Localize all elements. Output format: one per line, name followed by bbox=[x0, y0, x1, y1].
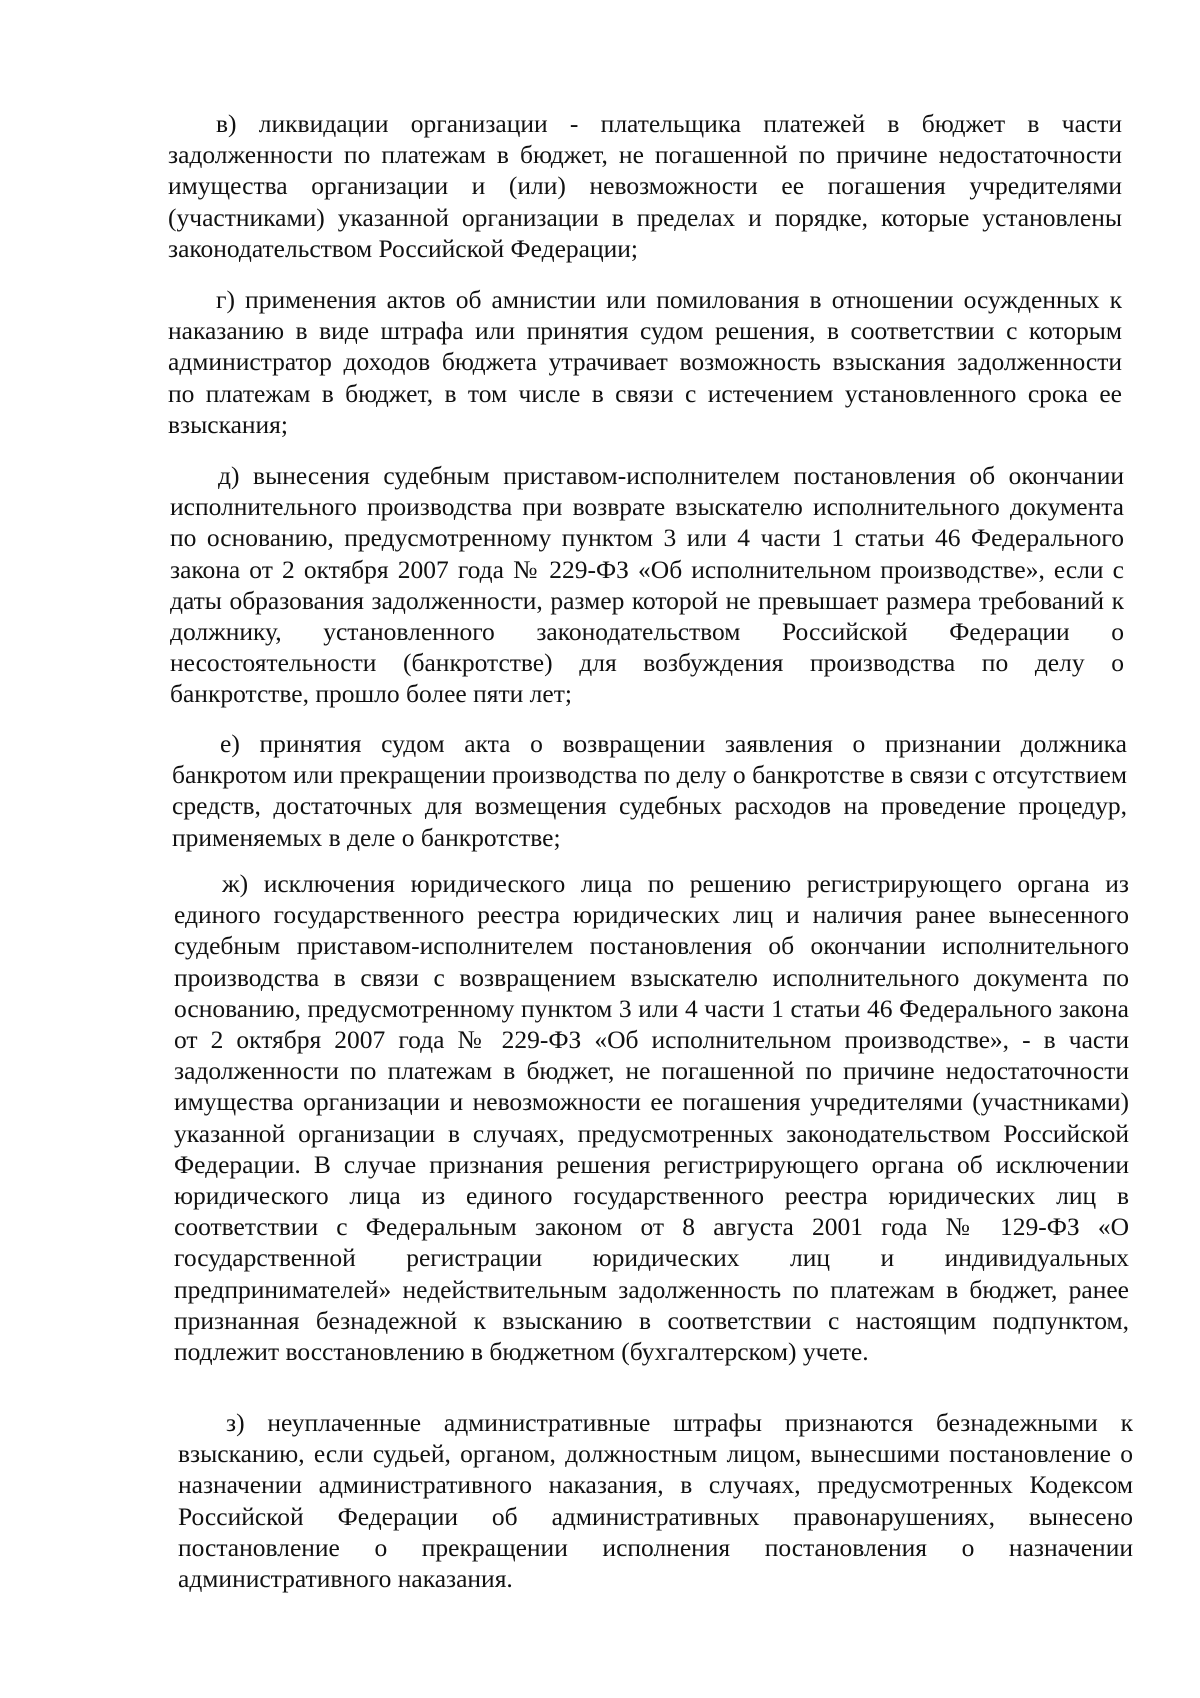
paragraph-d: д) вынесения судебным приставом-исполнителем постановления об окончании исполнительного производства при возврате взыскателю исполнительного документа по основанию, предусмотренному пунктом 3 или 4 части 1 статьи 46 Федерального закона от 2 октября 2007 года № 229-ФЗ «Об исполнительном производстве», если с даты образования задолженности, размер которой не превышает размера требований к должнику, установленного законодательством Российской Федерации о несостоятельности (банкротстве) для возбуждения производства по делу о банкротстве, прошло более пяти лет; bbox=[170, 461, 1124, 709]
paragraph-z: з) неуплаченные административные штрафы признаются безнадежными к взысканию, если судьей, органом, должностным лицом, вынесшими постановление о назначении административного наказания, в случаях, предусмотренных Кодексом Российской Федерации об административных правонарушениях, вынесено постановление о прекращении исполнения постановления о назначении административного наказания. bbox=[178, 1408, 1133, 1594]
paragraph-e: е) принятия судом акта о возвращении заявления о признании должника банкротом или прекращении производства по делу о банкротстве в связи с отсутствием средств, достаточных для возмещения судебных расходов на проведение процедур, применяемых в деле о банкротстве; bbox=[172, 729, 1127, 852]
paragraph-zh: ж) исключения юридического лица по решению регистрирующего органа из единого государственного реестра юридических лиц и наличия ранее вынесенного судебным приставом-исполнителем постановления об окончании исполнительного производства в связи с возвращением взыскателю исполнительного документа по основанию, предусмотренному пунктом 3 или 4 части 1 статьи 46 Федерального закона от 2 октября 2007 года № 229-ФЗ «Об исполнительном производстве», - в части задолженности по платежам в бюджет, не погашенной по причине недостаточности имущества организации и невозможности ее погашения учредителями (участниками) указанной организации в случаях, предусмотренных законодательством Российской Федерации. В случае признания решения регистрирующего органа об исключении юридического лица из единого государственного реестра юридических лиц в соответствии с Федеральным законом от 8 августа 2001 года № 129-ФЗ «О государственной регистрации юридических лиц и индивидуальных предпринимателей» недействительным задолженность по платежам в бюджет, ранее признанная безнадежной к взысканию в соответствии с настоящим подпунктом, подлежит восстановлению в бюджетном (бухгалтерском) учете. bbox=[174, 869, 1129, 1367]
paragraph-g: г) применения актов об амнистии или помилования в отношении осужденных к наказанию в виде штрафа или принятия судом решения, в соответствии с которым администратор доходов бюджета утрачивает возможность взыскания задолженности по платежам в бюджет, в том числе в связи с истечением установленного срока ее взыскания; bbox=[168, 285, 1122, 439]
paragraph-v: в) ликвидации организации - плательщика платежей в бюджет в части задолженности по платежам в бюджет, не погашенной по причине недостаточности имущества организации и (или) невозможности ее погашения учредителями (участниками) указанной организации в пределах и порядке, которые установлены законодательством Российской Федерации; bbox=[168, 109, 1122, 263]
